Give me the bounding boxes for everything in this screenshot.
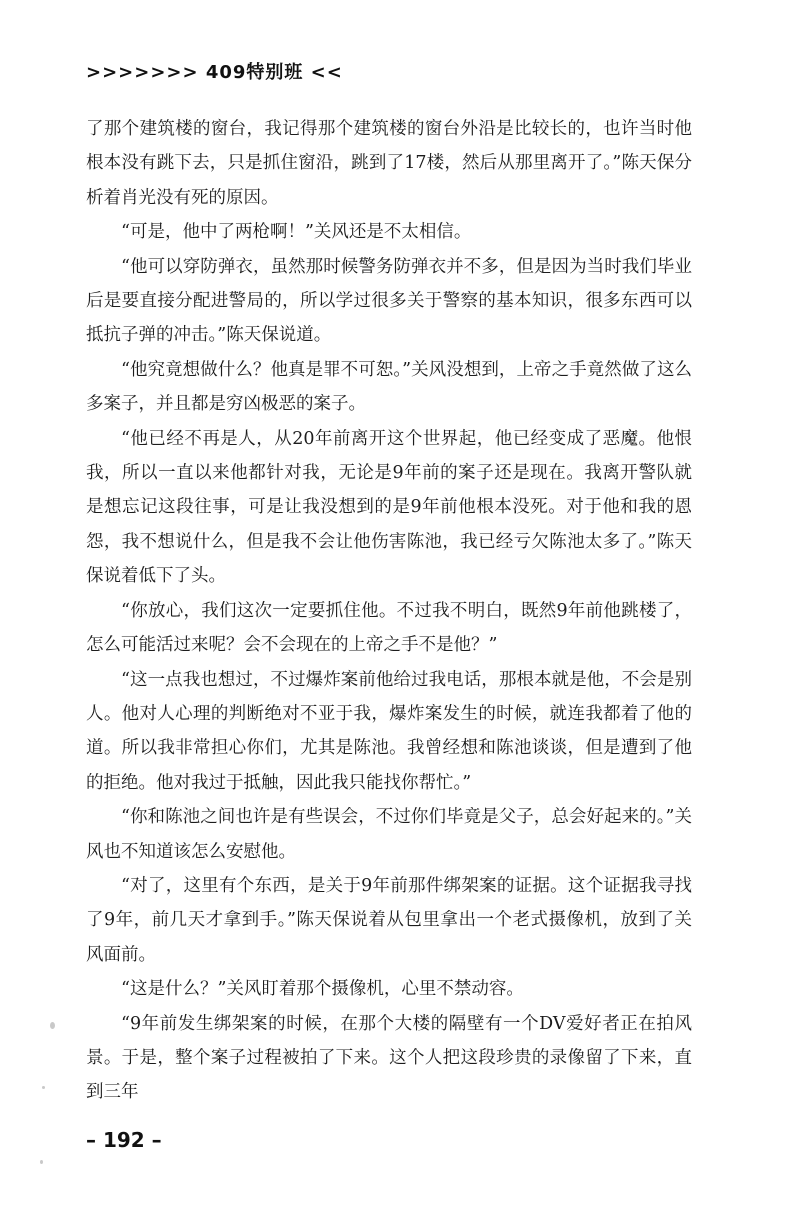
paragraph: “他究竟想做什么？他真是罪不可恕。”关风没想到，上帝之手竟然做了这么多案子，并且都是穷凶极恶的案子。 — [86, 359, 692, 415]
paragraph: “他可以穿防弹衣，虽然那时候警务防弹衣并不多，但是因为当时我们毕业后是要直接分配进警局的，所以学过很多关于警察的基本知识，很多东西可以抵抗子弹的冲击。”陈天保说道。 — [86, 256, 692, 346]
paragraph: “9年前发生绑架案的时候，在那个大楼的隔壁有一个DV爱好者正在拍风景。于是，整个案子过程被拍了下来。这个人把这段珍贵的录像留了下来，直到三年 — [86, 1013, 692, 1103]
paragraph: “这是什么？”关风盯着那个摄像机，心里不禁动容。 — [121, 979, 524, 1000]
paragraph: 了那个建筑楼的窗台，我记得那个建筑楼的窗台外沿是比较长的，也许当时他根本没有跳下去，只是抓住窗沿，跳到了17楼，然后从那里离开了。”陈天保分析着肖光没有死的原因。 — [86, 119, 692, 208]
paragraph: “你和陈池之间也许是有些误会，不过你们毕竟是父子，总会好起来的。”关风也不知道该怎么安慰他。 — [86, 807, 692, 862]
paragraph: “对了，这里有个东西，是关于9年前那件绑架案的证据。这个证据我寻找了9年，前几天才拿到手。”陈天保说着从包里拿出一个老式摄像机，放到了关风面前。 — [86, 875, 692, 965]
page-number: – 192 – — [86, 1128, 162, 1152]
scan-speck — [50, 1022, 55, 1029]
scan-speck — [40, 1160, 43, 1164]
running-header: >>>>>>> 409特别班 << — [86, 62, 343, 83]
paragraph: “可是，他中了两枪啊！”关风还是不太相信。 — [121, 222, 472, 243]
body-text — [86, 112, 692, 1110]
paragraph: “你放心，我们这次一定要抓住他。不过我不明白，既然9年前他跳楼了，怎么可能活过来呢？会不会现在的上帝之手不是他？” — [86, 600, 692, 656]
paragraph: “这一点我也想过，不过爆炸案前他给过我电话，那根本就是他，不会是别人。他对人心理的判断绝对不亚于我，爆炸案发生的时候，就连我都着了他的道。所以我非常担心你们，尤其是陈池。我曾经想和陈池谈谈，但是遭到了他的拒绝。他对我过于抵触，因此我只能找你帮忙。” — [86, 669, 692, 793]
scan-speck — [42, 1086, 45, 1089]
paragraph: “他已经不再是人，从20年前离开这个世界起，他已经变成了恶魔。他恨我，所以一直以来他都针对我，无论是9年前的案子还是现在。我离开警队就是想忘记这段往事，可是让我没想到的是9年前他根本没死。对于他和我的恩怨，我不想说什么，但是我不会让他伤害陈池，我已经亏欠陈池太多了。”陈天保说着低下了头。 — [86, 428, 692, 587]
